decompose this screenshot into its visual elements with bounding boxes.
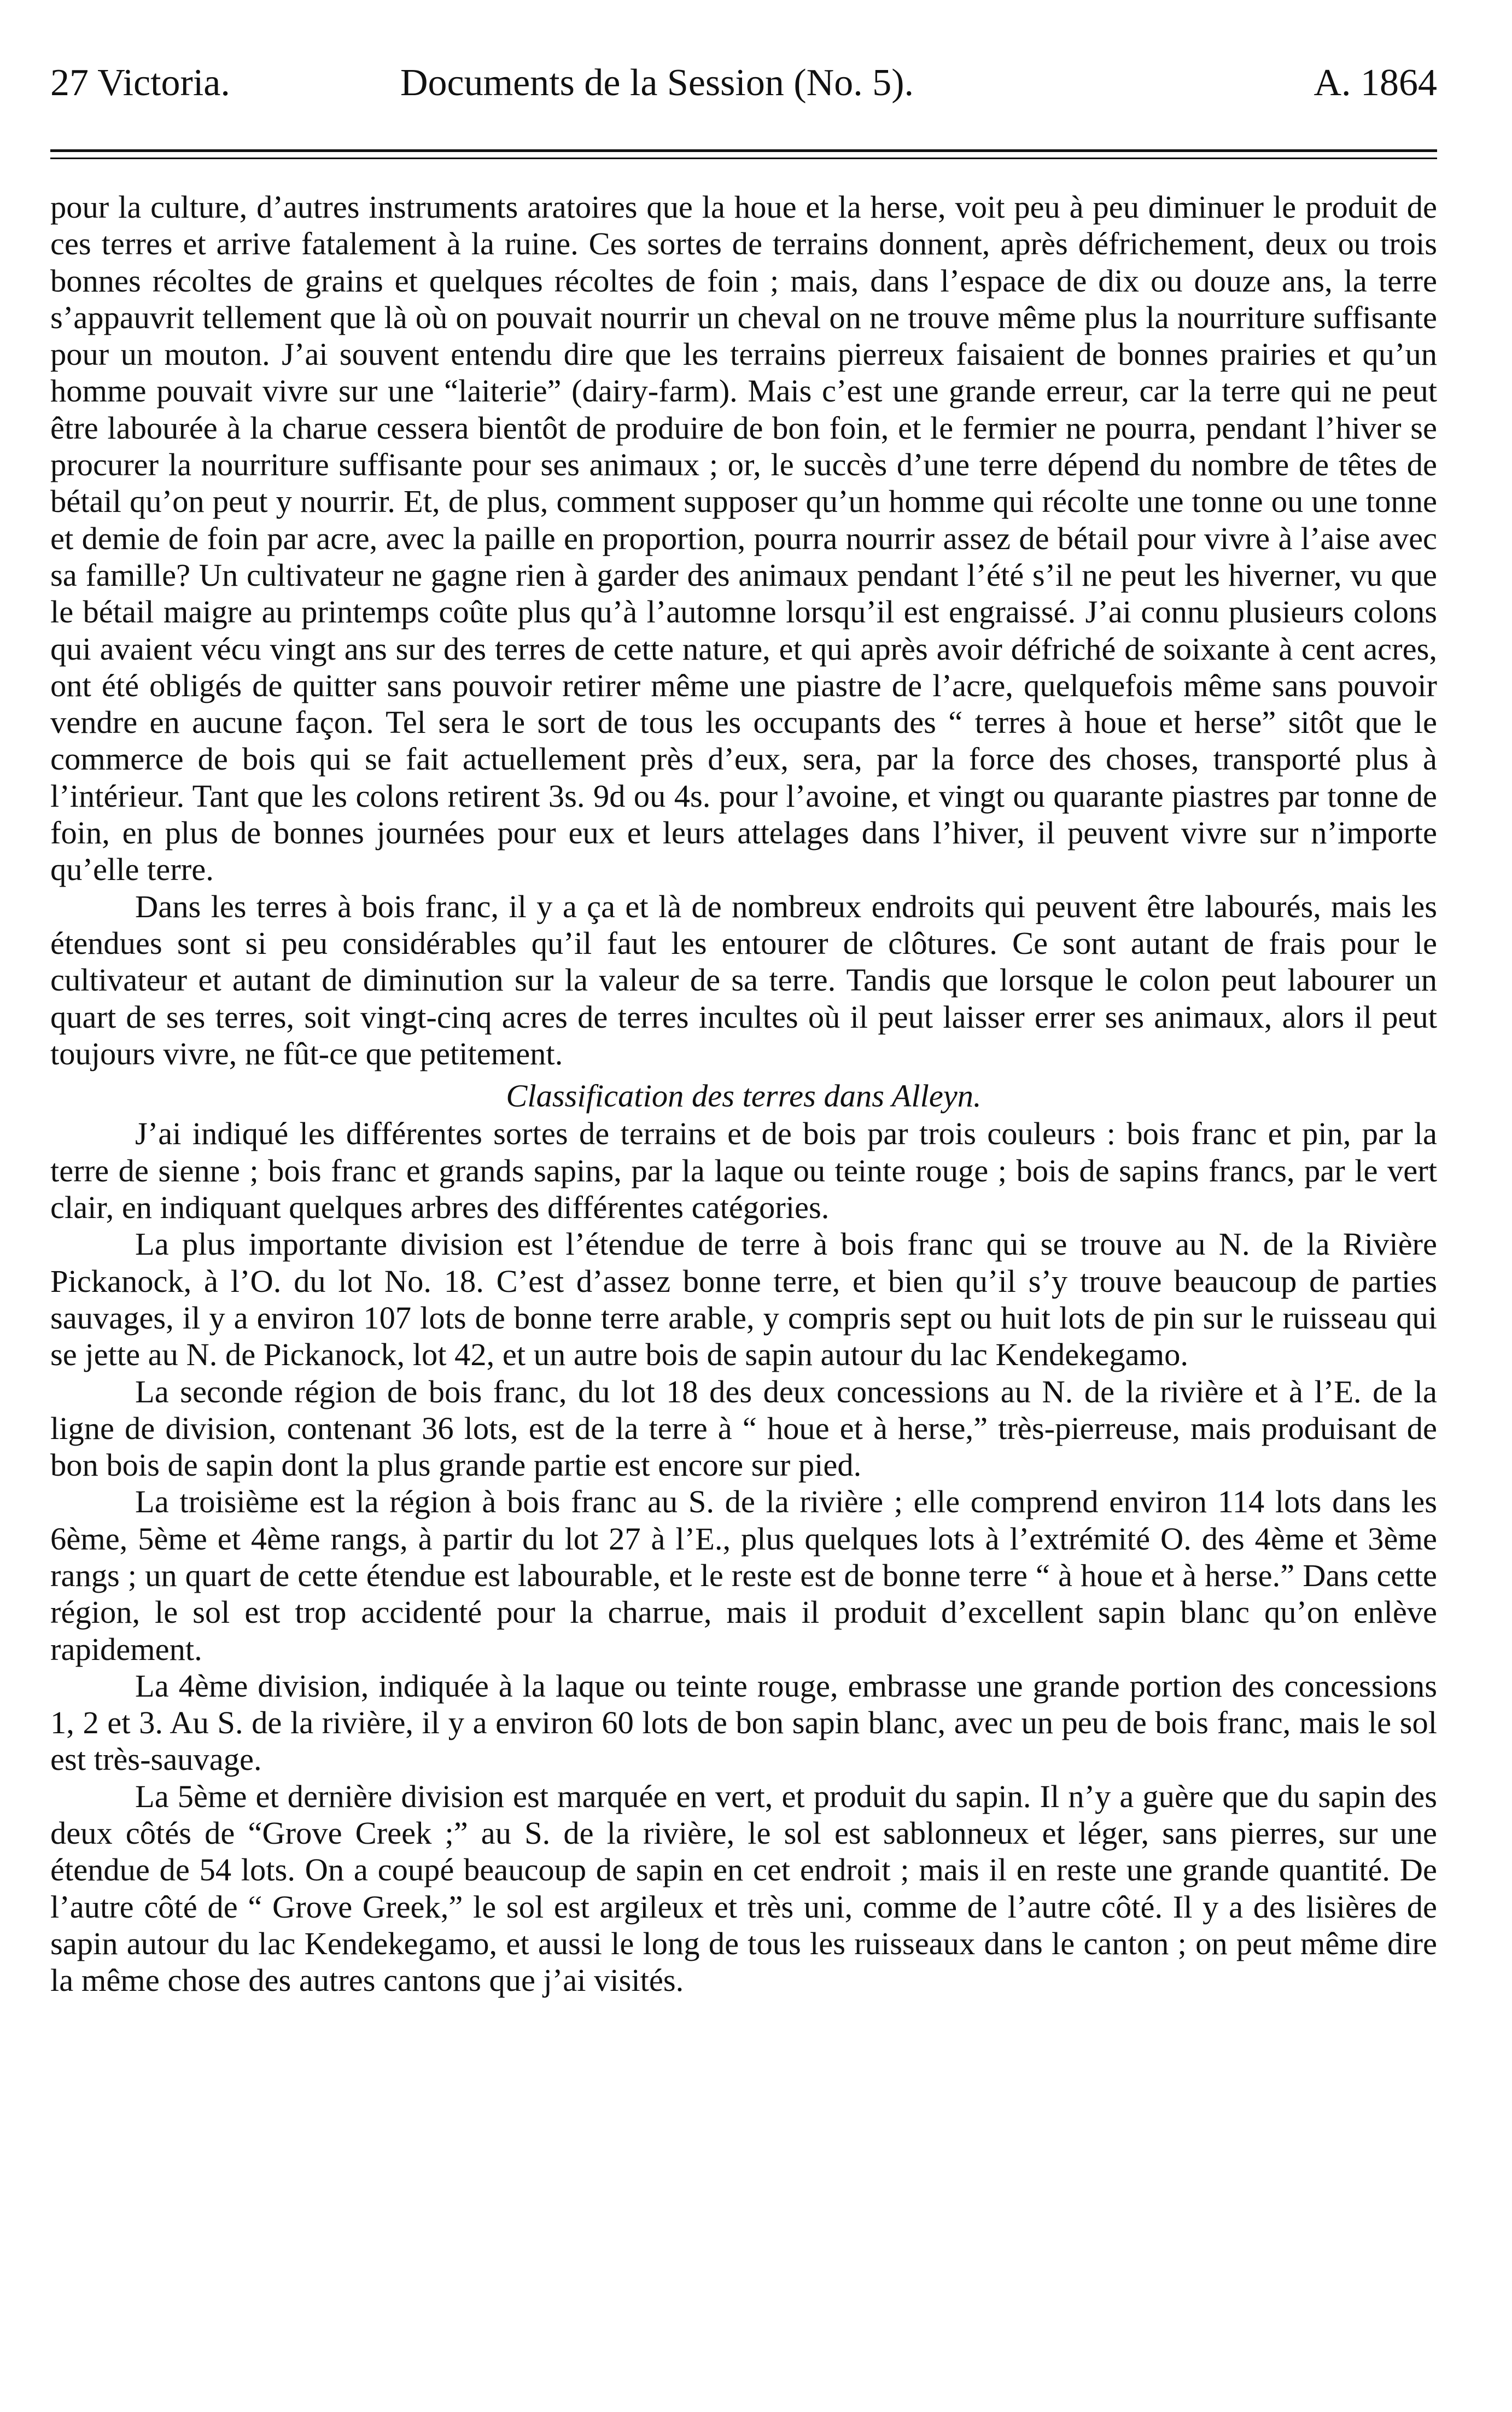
header-rule-thin <box>50 158 1437 159</box>
paragraph-4: La plus importante division est l’étendue de terre à bois franc qui se trouve au N. de la Rivière Pickanock, à l’O. du lot No. 18. C’est d’assez bonne terre, et bien qu’il s’y trouve beaucoup de parties sauvages, il y a environ 107 lots de bonne terre arable, y compris sept ou huit lots de pin sur le ruisseau qui se jette au N. de Pickanock, lot 42, et un autre bois de sapin autour du lac Kendekegamo. <box>50 1226 1437 1373</box>
page-header <box>50 61 1437 121</box>
paragraph-1: pour la culture, d’autres instruments aratoires que la houe et la herse, voit peu à peu diminuer le produit de ces terres et arrive fatalement à la ruine. Ces sortes de terrains donnent, après défrichement, deux ou trois bonnes récoltes de grains et quelques récoltes de foin ; mais, dans l’espace de dix ou douze ans, la terre s’appauvrit tellement que là où on pouvait nourrir un cheval on ne trouve même plus la nourriture suffisante pour un mouton. J’ai souvent entendu dire que les terrains pierreux faisaient de bonnes prairies et qu’un homme pouvait vivre sur une “laiterie” (dairy-farm). Mais c’est une grande erreur, car la terre qui ne peut être labourée à la charue cessera bientôt de produire de bon foin, et le fermier ne pourra, pendant l’hiver se procurer la nourriture suffisante pour ses animaux ; or, le succès d’une terre dépend du nombre de têtes de bétail qu’on peut y nourrir. Et, de plus, comment supposer qu’un homme qui récolte une tonne ou une tonne et demie de foin par acre, avec la paille en proportion, pourra nourrir assez de bétail pour vivre à l’aise avec sa famille? Un cultivateur ne gagne rien à garder des animaux pendant l’été s’il ne peut les hiverner, vu que le bétail maigre au printemps coûte plus qu’à l’automne lorsqu’il est engraissé. J’ai connu plusieurs colons qui avaient vécu vingt ans sur des terres de cette nature, et qui après avoir défriché de soixante à cent acres, ont été obligés de quitter sans pouvoir retirer même une piastre de l’acre, quelquefois même sans pouvoir vendre en aucune façon. Tel sera le sort de tous les occupants des “ terres à houe et herse” sitôt que le commerce de bois qui se fait actuellement près d’eux, sera, par la force des choses, transporté plus à l’intérieur. Tant que les colons retirent 3s. 9d ou 4s. pour l’avoine, et vingt ou quarante piastres par tonne de foin, en plus de bonnes journées pour eux et leurs attelages dans l’hiver, il peuvent vivre sur n’importe qu’elle terre. <box>50 189 1437 888</box>
document-body <box>50 189 1437 1999</box>
paragraph-5: La seconde région de bois franc, du lot 18 des deux concessions au N. de la rivière et à l’E. de la ligne de division, contenant 36 lots, est de la terre à “ houe et à herse,” très-pierreuse, mais produisant de bon bois de sapin dont la plus grande partie est encore sur pied. <box>50 1373 1437 1483</box>
header-volume: 27 Victoria. <box>50 62 230 104</box>
paragraph-6: La troisième est la région à bois franc au S. de la rivière ; elle comprend environ 114 lots dans les 6ème, 5ème et 4ème rangs, à partir du lot 27 à l’E., plus quelques lots à l’extrémité O. des 4ème et 3ème rangs ; un quart de cette étendue est labourable, et le reste est de bonne terre “ à houe et à herse.” Dans cette région, le sol est trop accidenté pour la charrue, mais il produit d’excellent sapin blanc qu’on enlève rapidement. <box>50 1484 1437 1667</box>
header-rule-thick <box>50 149 1437 152</box>
header-title: Documents de la Session (No. 5). <box>400 62 914 104</box>
paragraph-3: J’ai indiqué les différentes sortes de terrains et de bois par trois couleurs : bois franc et pin, par la terre de sienne ; bois franc et grands sapins, par la laque ou teinte rouge ; bois de sapins francs, par le vert clair, en indiquant quelques arbres des différentes catégories. <box>50 1116 1437 1226</box>
header-year: A. 1864 <box>1313 62 1437 104</box>
paragraph-8: La 5ème et dernière division est marquée en vert, et produit du sapin. Il n’y a guère que du sapin des deux côtés de “Grove Creek ;” au S. de la rivière, le sol est sablonneux et léger, sans pierres, sur une étendue de 54 lots. On a coupé beaucoup de sapin en cet endroit ; mais il en reste une grande quantité. De l’autre côté de “ Grove Greek,” le sol est argileux et très uni, comme de l’autre côté. Il y a des lisières de sapin autour du lac Kendekegamo, et aussi le long de tous les ruisseaux dans le canton ; on peut même dire la même chose des autres cantons que j’ai visités. <box>50 1778 1437 1999</box>
paragraph-7: La 4ème division, indiquée à la laque ou teinte rouge, embrasse une grande portion des concessions 1, 2 et 3. Au S. de la rivière, il y a environ 60 lots de bon sapin blanc, avec un peu de bois franc, mais le sol est très-sauvage. <box>50 1668 1437 1778</box>
section-heading: Classification des terres dans Alleyn. <box>506 1078 982 1114</box>
paragraph-2: Dans les terres à bois franc, il y a ça et là de nombreux endroits qui peuvent être labourés, mais les étendues sont si peu considérables qu’il faut les entourer de clôtures. Ce sont autant de frais pour le cultivateur et autant de diminution sur la valeur de sa terre. Tandis que lorsque le colon peut labourer un quart de ses terres, soit vingt-cinq acres de terres incultes où il peut laisser errer ses animaux, alors il peut toujours vivre, ne fût-ce que petitement. <box>50 888 1437 1071</box>
